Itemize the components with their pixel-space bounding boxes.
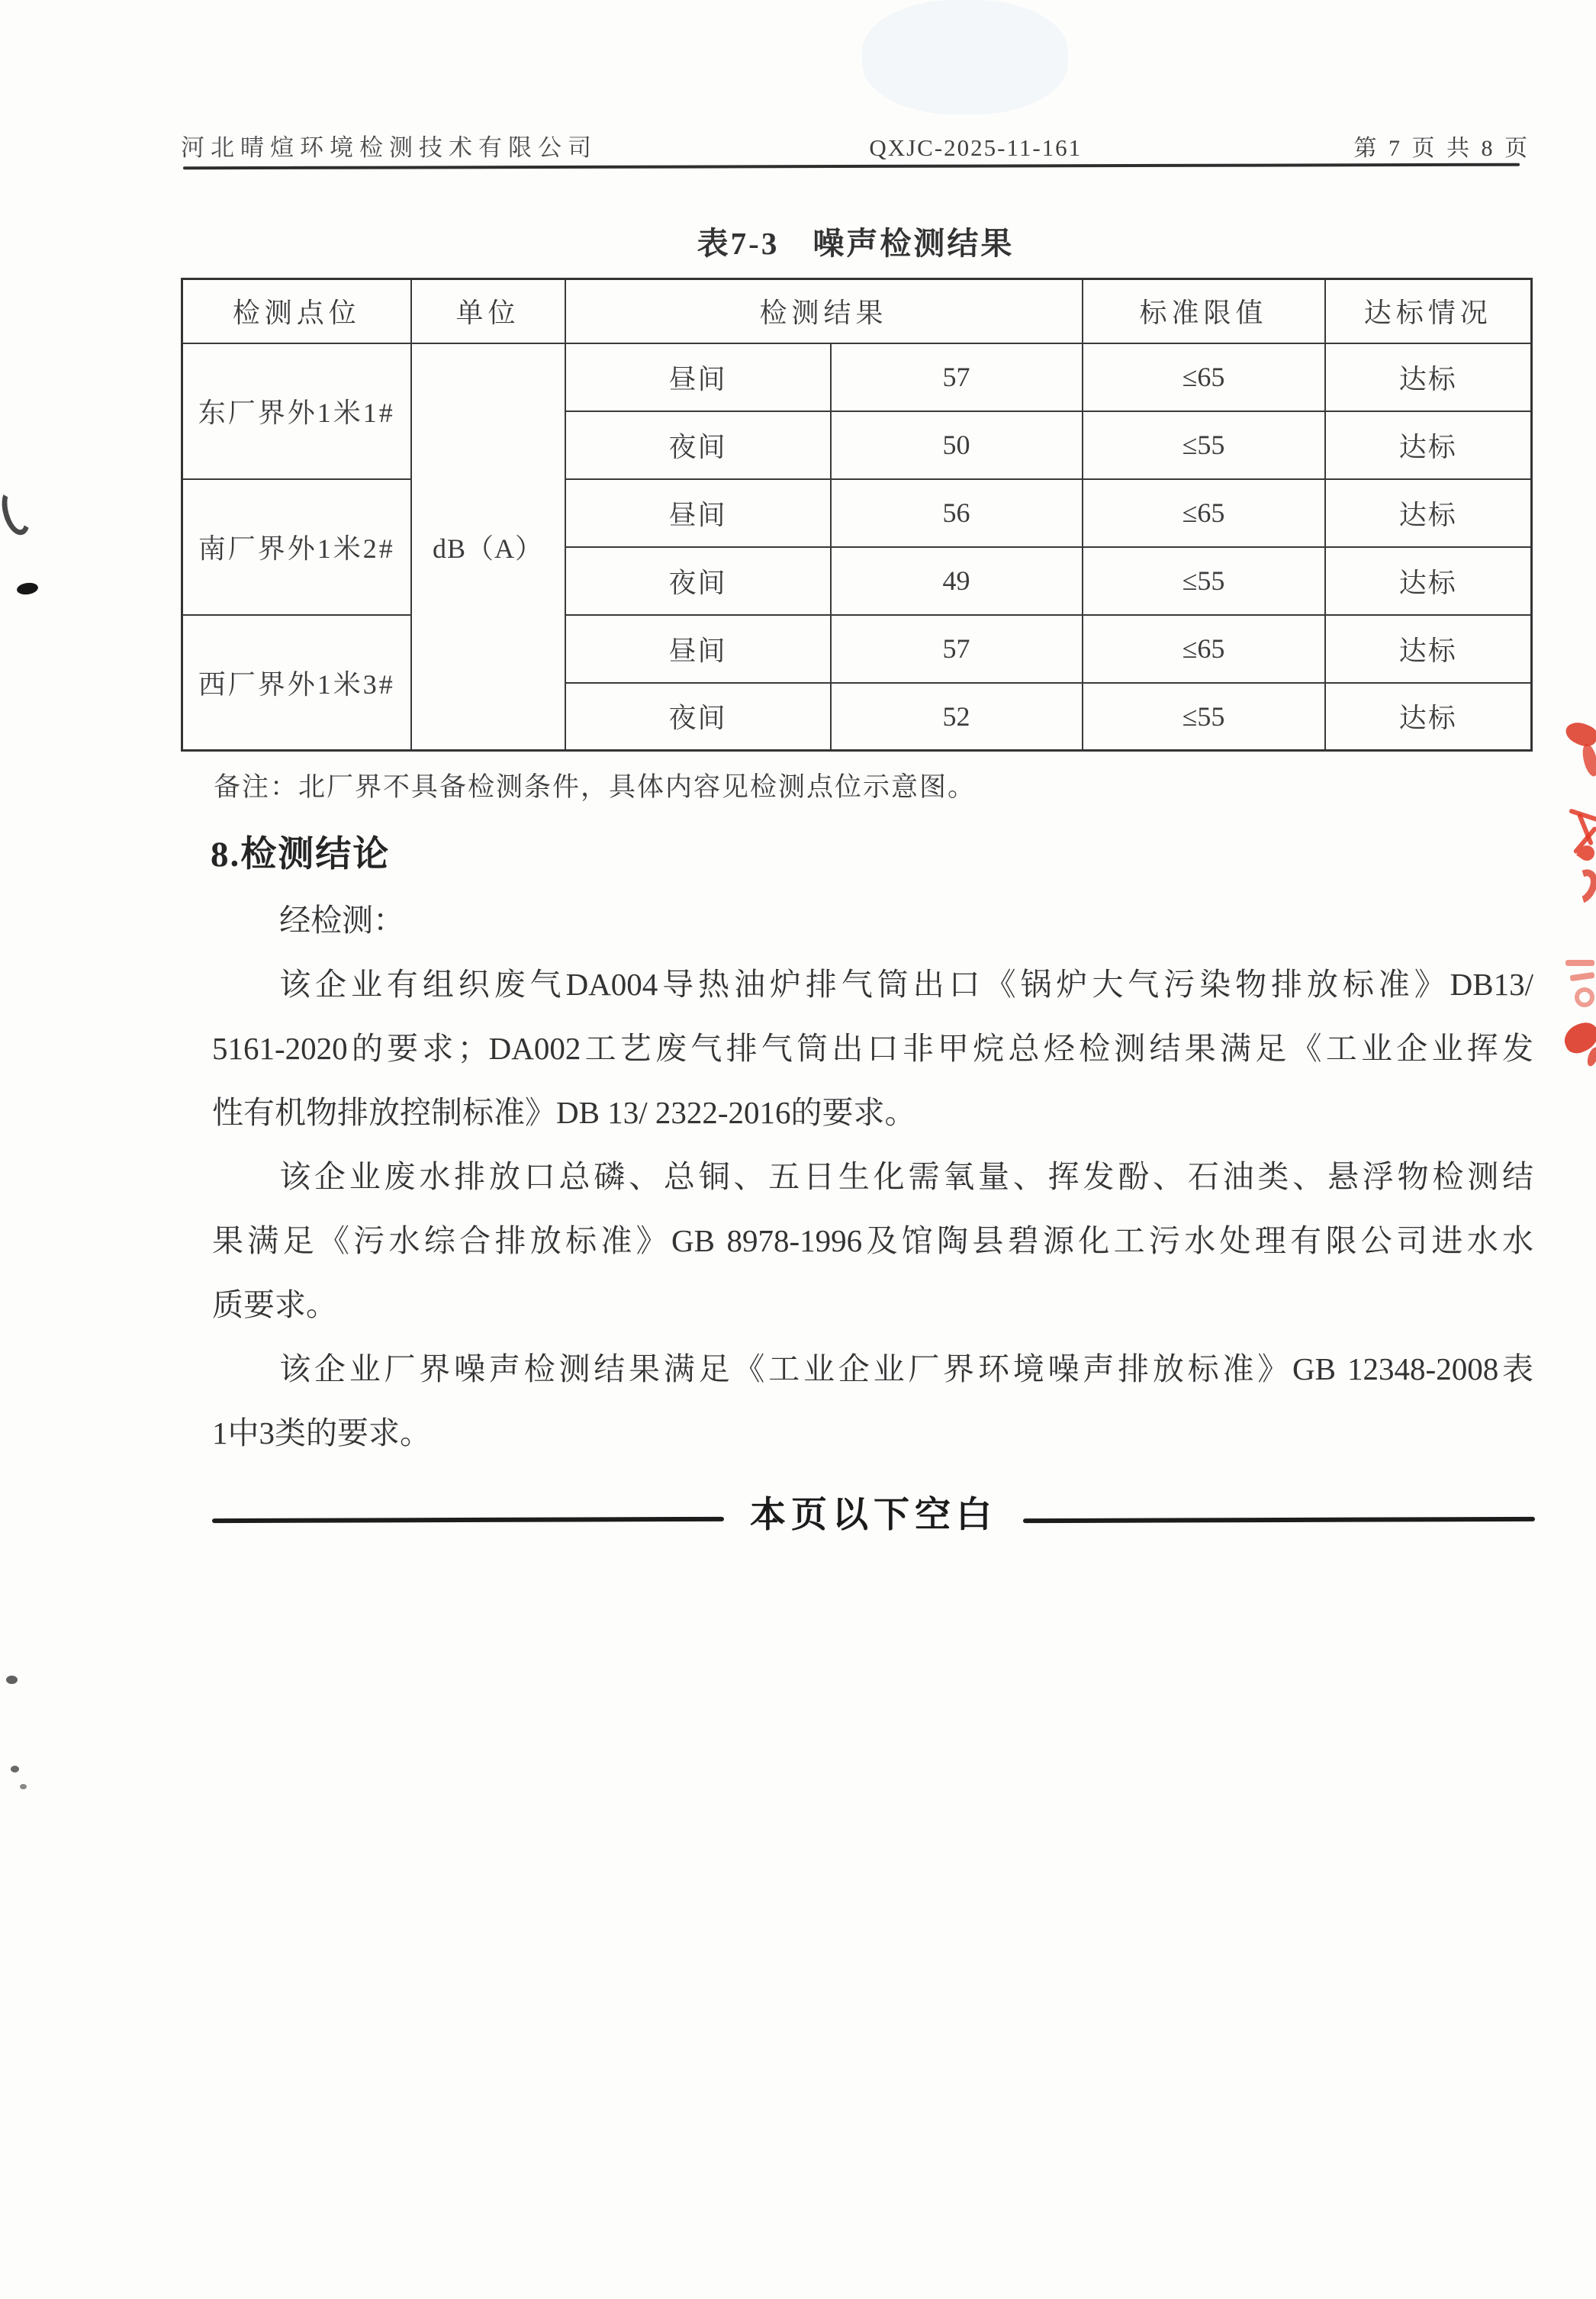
point-label: 东厂界外1米1# [182,343,411,479]
period-cell: 昼间 [565,479,831,547]
period-cell: 夜间 [565,411,831,479]
red-stamp-fragment [1565,960,1594,966]
ink-speck [11,1766,19,1773]
paragraph-line: 质要求。 [212,1287,337,1322]
red-stamp-fragment [1562,718,1596,751]
status-cell: 达标 [1325,411,1532,479]
limit-cell: ≤55 [1083,683,1325,751]
value-cell: 56 [831,479,1083,547]
red-stamp-fragment [1580,742,1596,778]
ink-speck [16,581,39,596]
paragraph-line: 5161-2020的要求；DA002工艺废气排气筒出口非甲烷总烃检测结果满足《工业企业挥发 [212,1031,1533,1066]
col-header-point: 检测点位 [182,279,411,343]
company-name: 河北晴煊环境检测技术有限公司 [181,134,597,161]
scan-smudge [862,0,1068,114]
page-number: 第 7 页 共 8 页 [1353,136,1530,161]
right-rule [1023,1516,1535,1522]
noise-results-table [181,278,1533,752]
red-stamp-fragment [1563,865,1596,909]
red-stamp-fragment [1575,987,1594,1007]
col-header-result: 检测结果 [565,279,1083,343]
col-header-unit: 单位 [411,279,565,343]
period-cell: 昼间 [565,343,831,411]
red-stamp-fragment [1570,972,1595,981]
table-row [182,615,1532,683]
value-cell: 57 [831,615,1083,683]
point-label: 南厂界外1米2# [182,479,411,615]
ink-speck [20,1784,27,1789]
red-stamp-fragment [1573,826,1596,855]
period-cell: 夜间 [565,547,831,615]
value-cell: 49 [831,547,1083,615]
status-cell: 达标 [1325,615,1532,683]
col-header-limit: 标准限值 [1083,279,1325,343]
unit-cell: dB（A） [411,343,565,751]
section-heading: 8.检测结论 [211,835,391,874]
paragraph-line: 经检测： [279,903,405,938]
limit-cell: ≤65 [1083,343,1325,411]
limit-cell: ≤65 [1083,479,1325,547]
status-cell: 达标 [1325,547,1532,615]
paragraph-line: 该企业废水排放口总磷、总铜、五日生化需氧量、挥发酚、石油类、悬浮物检测结 [279,1159,1533,1194]
red-stamp-fragment [1560,1019,1596,1058]
left-rule [212,1516,724,1522]
limit-cell: ≤65 [1083,615,1325,683]
value-cell: 57 [831,343,1083,411]
header-divider [183,163,1520,170]
red-stamp-fragment [1577,813,1594,845]
status-cell: 达标 [1325,343,1532,411]
col-header-status: 达标情况 [1325,279,1532,343]
period-cell: 夜间 [565,683,831,751]
table-row [182,343,1532,411]
limit-cell: ≤55 [1083,547,1325,615]
period-cell: 昼间 [565,615,831,683]
table-title: 表7-3 噪声检测结果 [697,226,1015,261]
conclusion-paragraphs [212,888,1533,1465]
red-stamp-fragment [1585,1046,1596,1068]
page-header [181,128,1530,163]
value-cell: 50 [831,411,1083,479]
paragraph-line: 果满足《污水综合排放标准》GB 8978-1996及馆陶县碧源化工污水处理有限公司进水水 [212,1223,1533,1258]
status-cell: 达标 [1325,479,1532,547]
blank-label: 本页以下空白 [750,1496,997,1535]
report-number: QXJC-2025-11-161 [869,134,1083,161]
table-row [182,479,1532,547]
table-note: 备注：北厂界不具备检测条件，具体内容见检测点位示意图。 [214,772,977,802]
limit-cell: ≤55 [1083,411,1325,479]
point-label: 西厂界外1米3# [182,615,411,751]
paragraph-line: 性有机物排放控制标准》DB 13/ 2322-2016的要求。 [212,1095,916,1130]
red-stamp-fragment [1576,842,1596,864]
paragraph-line: 1中3类的要求。 [212,1415,431,1451]
paragraph-line: 该企业厂界噪声检测结果满足《工业企业厂界环境噪声排放标准》GB 12348-2008表 [279,1351,1533,1386]
ink-speck [6,1676,18,1684]
paragraph-line: 该企业有组织废气DA004导热油炉排气筒出口《锅炉大气污染物排放标准》DB13/ [279,967,1533,1002]
status-cell: 达标 [1325,683,1532,751]
ink-speck [0,485,35,539]
red-stamp-fragment [1569,808,1596,823]
table-header-row [182,279,1532,343]
value-cell: 52 [831,683,1083,751]
end-of-page-marker [212,1486,1535,1537]
